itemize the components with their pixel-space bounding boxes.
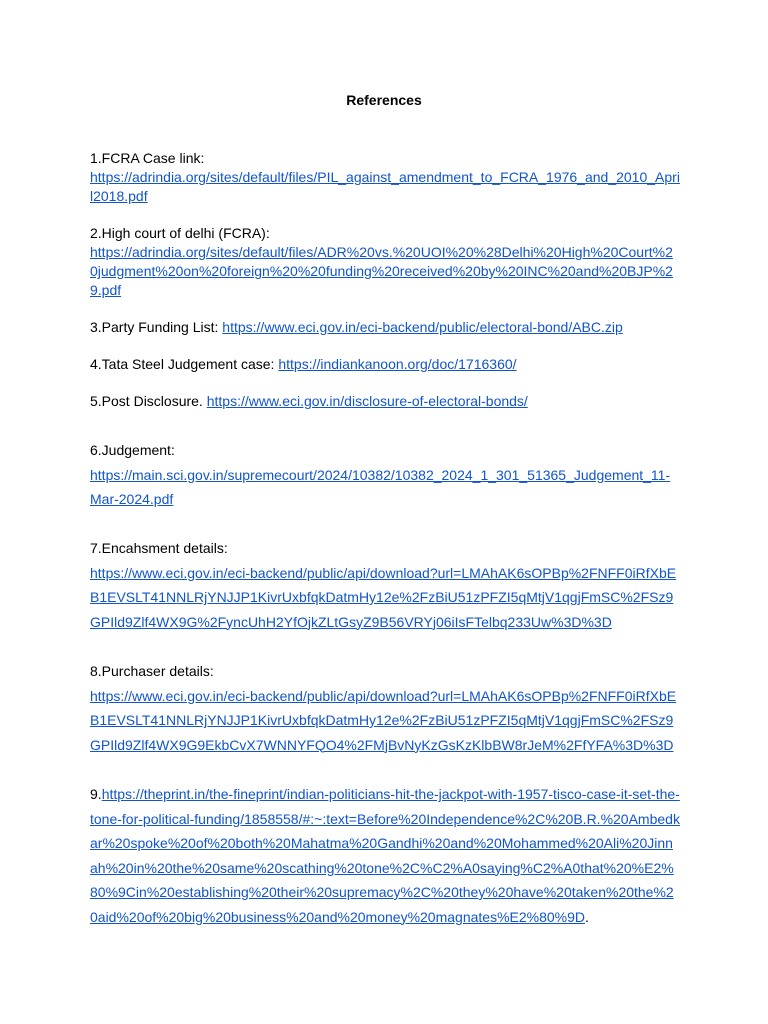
- reference-4: [90, 355, 680, 374]
- reference-1: [90, 149, 680, 206]
- reference-3: [90, 318, 680, 337]
- reference-label: 8.Purchaser details:: [90, 663, 214, 679]
- page-title: References: [346, 92, 422, 108]
- reference-label: 5.Post Disclosure.: [90, 393, 207, 409]
- reference-link[interactable]: https://adrindia.org/sites/default/files/ADR%20vs.%20UOI%20%28Delhi%20High%20Court%20judgment%20on%20foreign%20%20funding%20received%20by%20INC%20and%20BJP%29.pdf: [90, 244, 673, 298]
- reference-label: 6.Judgement:: [90, 442, 175, 458]
- reference-link[interactable]: https://www.eci.gov.in/eci-backend/public/api/download?url=LMAhAK6sOPBp%2FNFF0iRfXbEB1EVSLT41NNLRjYNJJP1KivrUxbfqkDatmHy12e%2FzBiU51zPFZI5qMtjV1qgjFmSC%2FSz9GPIld9Zlf4WX9G9EkbCvX7WNNYFQO4%2FMjBvNyKzGsKzKlbBW8rJeM%2FfYFA%3D%3D: [90, 687, 677, 753]
- reference-2: [90, 224, 680, 300]
- reference-link[interactable]: https://www.eci.gov.in/eci-backend/public/electoral-bond/ABC.zip: [222, 319, 623, 335]
- reference-8: [90, 659, 680, 757]
- reference-link[interactable]: https://adrindia.org/sites/default/files/PIL_against_amendment_to_FCRA_1976_and_2010_April2018.pdf: [90, 169, 680, 204]
- reference-link[interactable]: https://www.eci.gov.in/disclosure-of-electoral-bonds/: [206, 393, 528, 409]
- reference-9: [90, 782, 680, 929]
- reference-label: 3.Party Funding List:: [90, 319, 223, 335]
- reference-label: 1.FCRA Case link:: [90, 150, 205, 166]
- reference-label: 7.Encahsment details:: [90, 540, 228, 556]
- reference-label: 2.High court of delhi (FCRA):: [90, 225, 270, 241]
- reference-5: [90, 392, 680, 411]
- reference-label: 4.Tata Steel Judgement case:: [90, 356, 279, 372]
- reference-link[interactable]: https://main.sci.gov.in/supremecourt/2024/10382/10382_2024_1_301_51365_Judgement_11-Mar-2024.pdf: [90, 466, 671, 507]
- reference-link[interactable]: https://www.eci.gov.in/eci-backend/public/api/download?url=LMAhAK6sOPBp%2FNFF0iRfXbEB1EVSLT41NNLRjYNJJP1KivrUxbfqkDatmHy12e%2FzBiU51zPFZI5qMtjV1qgjFmSC%2FSz9GPIld9Zlf4WX9G%2FyncUhH2YfOjkZLtGsyZ9B56VRYj06iIsFTelbq233Uw%3D%3D: [90, 564, 677, 630]
- reference-link[interactable]: https://theprint.in/the-fineprint/indian-politicians-hit-the-jackpot-with-1957-tisco-case-it-set-the-tone-for-political-funding/1858558/#:~:text=Before%20Independence%2C%20B.R.%20Ambedkar%20spoke%20of%20both%20Mahatma%20Gandhi%20and%20Mohammed%20Ali%20Jinnah%20in%20the%20same%20scathing%20tone%2C%C2%A0saying%C2%A0that%20%E2%80%9Cin%20establishing%20their%20supremacy%2C%20they%20have%20taken%20the%20aid%20of%20big%20business%20and%20money%20magnates%E2%80%9D: [90, 786, 680, 925]
- reference-tail: .: [585, 908, 589, 925]
- reference-label: 9.: [90, 786, 102, 802]
- reference-link[interactable]: https://indiankanoon.org/doc/1716360/: [278, 356, 517, 372]
- reference-6: [90, 438, 680, 512]
- reference-7: [90, 536, 680, 634]
